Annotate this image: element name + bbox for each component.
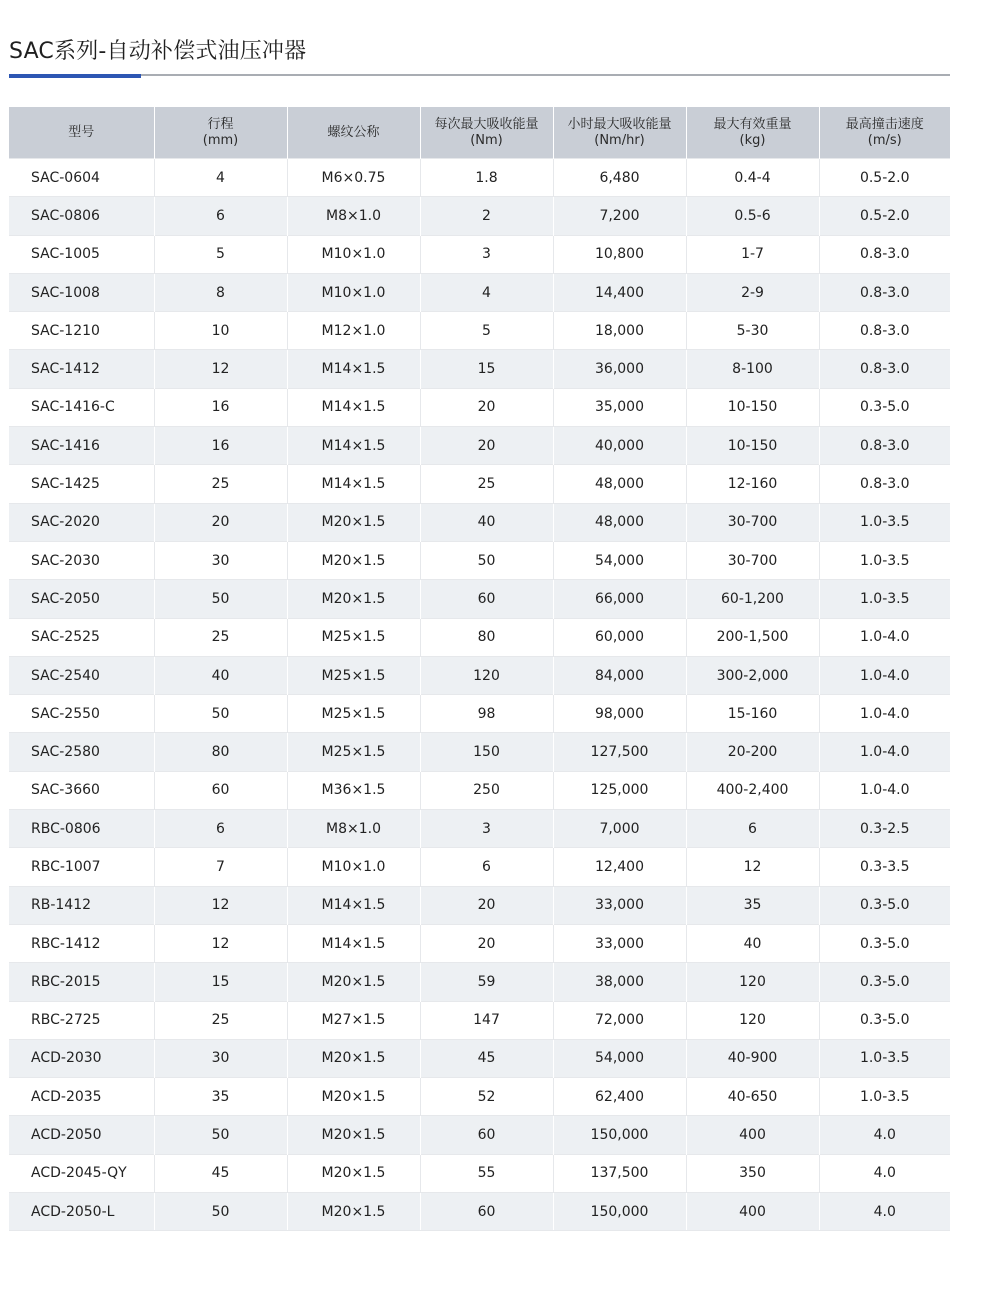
table-row <box>9 656 950 694</box>
cell-energy-per-cycle: 4 <box>420 273 553 311</box>
cell-stroke: 25 <box>154 618 287 656</box>
cell-stroke: 25 <box>154 1001 287 1039</box>
cell-stroke: 50 <box>154 580 287 618</box>
cell-effective-weight: 30-700 <box>686 503 819 541</box>
cell-energy-per-cycle: 6 <box>420 848 553 886</box>
cell-energy-per-cycle: 15 <box>420 350 553 388</box>
cell-impact-speed: 0.8-3.0 <box>819 273 950 311</box>
cell-energy-per-hour: 137,500 <box>553 1154 686 1192</box>
cell-impact-speed: 0.3-5.0 <box>819 388 950 426</box>
cell-energy-per-hour: 36,000 <box>553 350 686 388</box>
cell-model: ACD-2050 <box>9 1116 154 1154</box>
cell-energy-per-cycle: 60 <box>420 1116 553 1154</box>
cell-stroke: 16 <box>154 427 287 465</box>
cell-stroke: 10 <box>154 312 287 350</box>
cell-model: SAC-3660 <box>9 771 154 809</box>
cell-thread: M14×1.5 <box>287 886 420 924</box>
table-row <box>9 810 950 848</box>
cell-energy-per-hour: 48,000 <box>553 503 686 541</box>
cell-energy-per-cycle: 20 <box>420 427 553 465</box>
cell-effective-weight: 35 <box>686 886 819 924</box>
cell-stroke: 80 <box>154 733 287 771</box>
cell-model: SAC-2020 <box>9 503 154 541</box>
cell-effective-weight: 1-7 <box>686 235 819 273</box>
cell-thread: M25×1.5 <box>287 618 420 656</box>
cell-effective-weight: 15-160 <box>686 695 819 733</box>
cell-energy-per-hour: 12,400 <box>553 848 686 886</box>
cell-energy-per-cycle: 5 <box>420 312 553 350</box>
cell-stroke: 60 <box>154 771 287 809</box>
table-row <box>9 771 950 809</box>
cell-stroke: 30 <box>154 541 287 579</box>
cell-thread: M25×1.5 <box>287 656 420 694</box>
cell-model: SAC-1412 <box>9 350 154 388</box>
header-stroke: 行程 (mm) <box>154 107 287 159</box>
cell-thread: M14×1.5 <box>287 465 420 503</box>
cell-model: RBC-2015 <box>9 963 154 1001</box>
table-row <box>9 197 950 235</box>
cell-thread: M25×1.5 <box>287 695 420 733</box>
cell-impact-speed: 0.8-3.0 <box>819 427 950 465</box>
cell-thread: M25×1.5 <box>287 733 420 771</box>
cell-effective-weight: 40-650 <box>686 1078 819 1116</box>
cell-impact-speed: 1.0-3.5 <box>819 1078 950 1116</box>
cell-model: SAC-2580 <box>9 733 154 771</box>
cell-impact-speed: 0.3-3.5 <box>819 848 950 886</box>
cell-impact-speed: 0.8-3.0 <box>819 465 950 503</box>
header-energy-per-hour: 小时最大吸收能量 (Nm/hr) <box>553 107 686 159</box>
cell-stroke: 5 <box>154 235 287 273</box>
cell-impact-speed: 0.5-2.0 <box>819 197 950 235</box>
cell-model: SAC-0806 <box>9 197 154 235</box>
cell-energy-per-hour: 60,000 <box>553 618 686 656</box>
table-row <box>9 963 950 1001</box>
cell-model: ACD-2045-QY <box>9 1154 154 1192</box>
cell-energy-per-hour: 10,800 <box>553 235 686 273</box>
cell-energy-per-cycle: 45 <box>420 1039 553 1077</box>
cell-thread: M36×1.5 <box>287 771 420 809</box>
cell-stroke: 15 <box>154 963 287 1001</box>
cell-thread: M10×1.0 <box>287 848 420 886</box>
cell-model: SAC-1416 <box>9 427 154 465</box>
cell-model: ACD-2050-L <box>9 1193 154 1231</box>
cell-model: SAC-2050 <box>9 580 154 618</box>
cell-effective-weight: 40-900 <box>686 1039 819 1077</box>
cell-model: ACD-2035 <box>9 1078 154 1116</box>
cell-effective-weight: 120 <box>686 1001 819 1039</box>
cell-effective-weight: 30-700 <box>686 541 819 579</box>
cell-model: SAC-2550 <box>9 695 154 733</box>
header-model: 型号 <box>9 107 154 159</box>
cell-model: RBC-2725 <box>9 1001 154 1039</box>
cell-thread: M8×1.0 <box>287 810 420 848</box>
cell-impact-speed: 1.0-3.5 <box>819 580 950 618</box>
cell-impact-speed: 1.0-3.5 <box>819 503 950 541</box>
table-body <box>9 159 950 1231</box>
cell-impact-speed: 1.0-3.5 <box>819 1039 950 1077</box>
cell-energy-per-cycle: 2 <box>420 197 553 235</box>
cell-effective-weight: 0.5-6 <box>686 197 819 235</box>
cell-thread: M27×1.5 <box>287 1001 420 1039</box>
cell-energy-per-cycle: 40 <box>420 503 553 541</box>
cell-energy-per-cycle: 60 <box>420 1193 553 1231</box>
cell-energy-per-cycle: 3 <box>420 810 553 848</box>
cell-energy-per-cycle: 80 <box>420 618 553 656</box>
cell-energy-per-hour: 48,000 <box>553 465 686 503</box>
cell-stroke: 20 <box>154 503 287 541</box>
cell-effective-weight: 300-2,000 <box>686 656 819 694</box>
cell-energy-per-cycle: 25 <box>420 465 553 503</box>
table-row <box>9 159 950 197</box>
cell-stroke: 6 <box>154 197 287 235</box>
cell-stroke: 25 <box>154 465 287 503</box>
table-row <box>9 312 950 350</box>
cell-stroke: 50 <box>154 1116 287 1154</box>
spec-table <box>9 107 950 1231</box>
cell-energy-per-hour: 38,000 <box>553 963 686 1001</box>
cell-effective-weight: 6 <box>686 810 819 848</box>
cell-stroke: 7 <box>154 848 287 886</box>
table-row <box>9 580 950 618</box>
cell-energy-per-cycle: 150 <box>420 733 553 771</box>
cell-impact-speed: 1.0-4.0 <box>819 656 950 694</box>
cell-energy-per-hour: 6,480 <box>553 159 686 197</box>
cell-impact-speed: 0.5-2.0 <box>819 159 950 197</box>
cell-stroke: 30 <box>154 1039 287 1077</box>
cell-energy-per-cycle: 52 <box>420 1078 553 1116</box>
cell-effective-weight: 200-1,500 <box>686 618 819 656</box>
cell-energy-per-cycle: 50 <box>420 541 553 579</box>
cell-effective-weight: 10-150 <box>686 388 819 426</box>
table-row <box>9 1154 950 1192</box>
cell-thread: M20×1.5 <box>287 963 420 1001</box>
cell-effective-weight: 12-160 <box>686 465 819 503</box>
header-thread: 螺纹公称 <box>287 107 420 159</box>
cell-energy-per-hour: 18,000 <box>553 312 686 350</box>
cell-energy-per-hour: 125,000 <box>553 771 686 809</box>
table-row <box>9 273 950 311</box>
cell-impact-speed: 0.3-5.0 <box>819 924 950 962</box>
cell-stroke: 12 <box>154 350 287 388</box>
cell-energy-per-hour: 40,000 <box>553 427 686 465</box>
cell-energy-per-cycle: 20 <box>420 886 553 924</box>
cell-impact-speed: 4.0 <box>819 1154 950 1192</box>
cell-thread: M14×1.5 <box>287 388 420 426</box>
page-title: SAC系列-自动补偿式油压冲器 <box>9 39 307 64</box>
cell-energy-per-cycle: 1.8 <box>420 159 553 197</box>
table-row <box>9 235 950 273</box>
cell-energy-per-cycle: 250 <box>420 771 553 809</box>
cell-stroke: 40 <box>154 656 287 694</box>
table-row <box>9 388 950 426</box>
cell-energy-per-cycle: 20 <box>420 388 553 426</box>
cell-model: RBC-0806 <box>9 810 154 848</box>
cell-thread: M10×1.0 <box>287 273 420 311</box>
cell-energy-per-cycle: 147 <box>420 1001 553 1039</box>
cell-stroke: 16 <box>154 388 287 426</box>
cell-impact-speed: 0.8-3.0 <box>819 235 950 273</box>
table-row <box>9 1193 950 1231</box>
cell-stroke: 50 <box>154 695 287 733</box>
table-row <box>9 503 950 541</box>
cell-model: SAC-2525 <box>9 618 154 656</box>
cell-stroke: 4 <box>154 159 287 197</box>
header-energy-per-cycle: 每次最大吸收能量 (Nm) <box>420 107 553 159</box>
cell-impact-speed: 0.3-2.5 <box>819 810 950 848</box>
cell-thread: M10×1.0 <box>287 235 420 273</box>
table-row <box>9 1078 950 1116</box>
cell-effective-weight: 2-9 <box>686 273 819 311</box>
cell-energy-per-hour: 35,000 <box>553 388 686 426</box>
cell-energy-per-cycle: 3 <box>420 235 553 273</box>
cell-effective-weight: 60-1,200 <box>686 580 819 618</box>
table-row <box>9 618 950 656</box>
cell-thread: M20×1.5 <box>287 1078 420 1116</box>
cell-energy-per-cycle: 55 <box>420 1154 553 1192</box>
cell-energy-per-hour: 66,000 <box>553 580 686 618</box>
cell-effective-weight: 5-30 <box>686 312 819 350</box>
cell-effective-weight: 20-200 <box>686 733 819 771</box>
cell-stroke: 6 <box>154 810 287 848</box>
cell-thread: M20×1.5 <box>287 1116 420 1154</box>
cell-impact-speed: 4.0 <box>819 1116 950 1154</box>
cell-energy-per-cycle: 60 <box>420 580 553 618</box>
cell-thread: M20×1.5 <box>287 1193 420 1231</box>
cell-impact-speed: 0.8-3.0 <box>819 350 950 388</box>
cell-impact-speed: 4.0 <box>819 1193 950 1231</box>
cell-effective-weight: 10-150 <box>686 427 819 465</box>
cell-energy-per-hour: 54,000 <box>553 1039 686 1077</box>
cell-stroke: 35 <box>154 1078 287 1116</box>
cell-model: SAC-2030 <box>9 541 154 579</box>
table-row <box>9 695 950 733</box>
cell-effective-weight: 400-2,400 <box>686 771 819 809</box>
cell-effective-weight: 8-100 <box>686 350 819 388</box>
cell-thread: M12×1.0 <box>287 312 420 350</box>
table-row <box>9 886 950 924</box>
cell-energy-per-hour: 150,000 <box>553 1193 686 1231</box>
cell-energy-per-hour: 33,000 <box>553 886 686 924</box>
cell-energy-per-hour: 84,000 <box>553 656 686 694</box>
cell-thread: M14×1.5 <box>287 427 420 465</box>
cell-effective-weight: 120 <box>686 963 819 1001</box>
cell-effective-weight: 0.4-4 <box>686 159 819 197</box>
cell-energy-per-hour: 14,400 <box>553 273 686 311</box>
header-impact-speed: 最高撞击速度 (m/s) <box>819 107 950 159</box>
cell-effective-weight: 400 <box>686 1116 819 1154</box>
cell-model: SAC-1005 <box>9 235 154 273</box>
cell-thread: M20×1.5 <box>287 541 420 579</box>
table-row <box>9 848 950 886</box>
title-divider <box>9 74 950 76</box>
cell-energy-per-cycle: 20 <box>420 924 553 962</box>
table-row <box>9 541 950 579</box>
cell-model: SAC-1425 <box>9 465 154 503</box>
cell-energy-per-hour: 98,000 <box>553 695 686 733</box>
cell-model: SAC-0604 <box>9 159 154 197</box>
cell-impact-speed: 1.0-4.0 <box>819 618 950 656</box>
cell-effective-weight: 12 <box>686 848 819 886</box>
cell-stroke: 50 <box>154 1193 287 1231</box>
cell-energy-per-cycle: 98 <box>420 695 553 733</box>
cell-model: ACD-2030 <box>9 1039 154 1077</box>
cell-energy-per-hour: 72,000 <box>553 1001 686 1039</box>
cell-effective-weight: 400 <box>686 1193 819 1231</box>
cell-model: SAC-2540 <box>9 656 154 694</box>
cell-model: SAC-1210 <box>9 312 154 350</box>
cell-energy-per-cycle: 59 <box>420 963 553 1001</box>
cell-effective-weight: 350 <box>686 1154 819 1192</box>
cell-thread: M20×1.5 <box>287 580 420 618</box>
cell-impact-speed: 0.3-5.0 <box>819 963 950 1001</box>
table-row <box>9 350 950 388</box>
cell-energy-per-hour: 150,000 <box>553 1116 686 1154</box>
cell-impact-speed: 1.0-4.0 <box>819 733 950 771</box>
cell-effective-weight: 40 <box>686 924 819 962</box>
cell-thread: M6×0.75 <box>287 159 420 197</box>
cell-impact-speed: 1.0-4.0 <box>819 695 950 733</box>
cell-stroke: 12 <box>154 886 287 924</box>
cell-impact-speed: 0.3-5.0 <box>819 886 950 924</box>
cell-impact-speed: 0.8-3.0 <box>819 312 950 350</box>
table-row <box>9 733 950 771</box>
cell-model: RB-1412 <box>9 886 154 924</box>
cell-model: SAC-1008 <box>9 273 154 311</box>
cell-thread: M20×1.5 <box>287 1039 420 1077</box>
cell-model: RBC-1412 <box>9 924 154 962</box>
table-row <box>9 465 950 503</box>
cell-stroke: 12 <box>154 924 287 962</box>
cell-thread: M8×1.0 <box>287 197 420 235</box>
cell-thread: M20×1.5 <box>287 1154 420 1192</box>
cell-model: SAC-1416-C <box>9 388 154 426</box>
cell-energy-per-cycle: 120 <box>420 656 553 694</box>
cell-stroke: 45 <box>154 1154 287 1192</box>
table-row <box>9 1116 950 1154</box>
cell-energy-per-hour: 33,000 <box>553 924 686 962</box>
table-header-row <box>9 107 950 159</box>
cell-impact-speed: 1.0-3.5 <box>819 541 950 579</box>
title-accent-bar <box>9 74 141 78</box>
cell-thread: M14×1.5 <box>287 350 420 388</box>
table-row <box>9 427 950 465</box>
cell-stroke: 8 <box>154 273 287 311</box>
table-row <box>9 1001 950 1039</box>
cell-thread: M14×1.5 <box>287 924 420 962</box>
cell-energy-per-hour: 7,200 <box>553 197 686 235</box>
cell-model: RBC-1007 <box>9 848 154 886</box>
table-row <box>9 1039 950 1077</box>
cell-energy-per-hour: 62,400 <box>553 1078 686 1116</box>
cell-thread: M20×1.5 <box>287 503 420 541</box>
cell-energy-per-hour: 7,000 <box>553 810 686 848</box>
cell-impact-speed: 1.0-4.0 <box>819 771 950 809</box>
cell-impact-speed: 0.3-5.0 <box>819 1001 950 1039</box>
cell-energy-per-hour: 127,500 <box>553 733 686 771</box>
cell-energy-per-hour: 54,000 <box>553 541 686 579</box>
table-row <box>9 924 950 962</box>
header-effective-weight: 最大有效重量 (kg) <box>686 107 819 159</box>
